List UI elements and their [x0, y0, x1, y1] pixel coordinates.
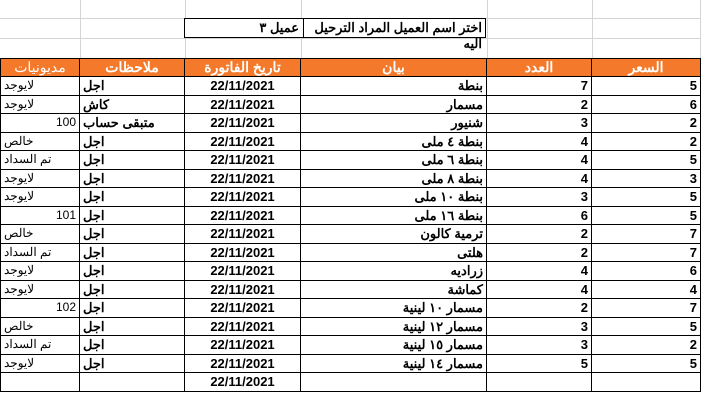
- header-description[interactable]: بيان: [301, 58, 487, 77]
- cell-description[interactable]: زراديه: [301, 262, 487, 281]
- cell-description[interactable]: مسمار ١٤ لينية: [301, 355, 487, 374]
- cell-debts[interactable]: لايوجد: [0, 188, 80, 207]
- cell-price[interactable]: 7: [592, 225, 701, 244]
- cell-debts[interactable]: [0, 373, 80, 392]
- table-header-row: [0, 58, 701, 77]
- cell-quantity[interactable]: 3: [487, 114, 592, 133]
- cell-notes[interactable]: اجل: [80, 318, 185, 337]
- cell-price[interactable]: [592, 373, 701, 392]
- cell-price[interactable]: 6: [592, 262, 701, 281]
- cell-debts[interactable]: 101: [0, 207, 80, 226]
- cell-description[interactable]: بنطة ١٠ ملى: [301, 188, 487, 207]
- cell-notes[interactable]: اجل: [80, 281, 185, 300]
- cell-quantity[interactable]: 3: [487, 188, 592, 207]
- cell-debts[interactable]: تم السداد: [0, 151, 80, 170]
- cell-description[interactable]: شنيور: [301, 114, 487, 133]
- cell-price[interactable]: 7: [592, 244, 701, 263]
- cell-notes[interactable]: كاش: [80, 96, 185, 115]
- cell-date[interactable]: 22/11/2021: [185, 188, 301, 207]
- header-quantity[interactable]: العدد: [487, 58, 592, 77]
- cell-quantity[interactable]: 4: [487, 281, 592, 300]
- cell-price[interactable]: 5: [592, 355, 701, 374]
- header-debts[interactable]: مديونيات: [0, 58, 80, 77]
- cell-quantity[interactable]: 2: [487, 299, 592, 318]
- cell-debts[interactable]: خالص: [0, 225, 80, 244]
- cell-date[interactable]: 22/11/2021: [185, 114, 301, 133]
- cell-date[interactable]: 22/11/2021: [185, 133, 301, 152]
- cell-date[interactable]: 22/11/2021: [185, 299, 301, 318]
- table-row: [0, 170, 701, 189]
- cell-debts[interactable]: خالص: [0, 133, 80, 152]
- cell-price[interactable]: 5: [592, 151, 701, 170]
- table-row: [0, 96, 701, 115]
- cell-notes[interactable]: اجل: [80, 133, 185, 152]
- cell-description[interactable]: كماشة: [301, 281, 487, 300]
- cell-description[interactable]: [301, 373, 487, 392]
- cell-date[interactable]: 22/11/2021: [185, 355, 301, 374]
- gridline: [487, 0, 488, 60]
- cell-price[interactable]: 6: [592, 96, 701, 115]
- cell-description[interactable]: مسمار ١٢ لينية: [301, 318, 487, 337]
- cell-quantity[interactable]: 3: [487, 318, 592, 337]
- cell-description[interactable]: مسمار ١٠ لينية: [301, 299, 487, 318]
- invoice-table: [0, 58, 701, 392]
- cell-date[interactable]: 22/11/2021: [185, 77, 301, 96]
- cell-description[interactable]: بنطة ٨ ملى: [301, 170, 487, 189]
- cell-description[interactable]: بنطة ٦ ملى: [301, 151, 487, 170]
- cell-debts[interactable]: لايوجد: [0, 170, 80, 189]
- cell-date[interactable]: 22/11/2021: [185, 281, 301, 300]
- cell-quantity[interactable]: 3: [487, 336, 592, 355]
- cell-notes[interactable]: اجل: [80, 77, 185, 96]
- table-body: [0, 77, 701, 392]
- cell-quantity[interactable]: [487, 373, 592, 392]
- cell-price[interactable]: 4: [592, 281, 701, 300]
- table-row: [0, 373, 701, 392]
- cell-notes[interactable]: اجل: [80, 244, 185, 263]
- table-row: [0, 207, 701, 226]
- gridline: [80, 0, 81, 60]
- cell-quantity[interactable]: 4: [487, 262, 592, 281]
- cell-debts[interactable]: لايوجد: [0, 96, 80, 115]
- table-row: [0, 318, 701, 337]
- cell-debts[interactable]: لايوجد: [0, 355, 80, 374]
- cell-debts[interactable]: لايوجد: [0, 262, 80, 281]
- cell-date[interactable]: 22/11/2021: [185, 318, 301, 337]
- cell-price[interactable]: 5: [592, 77, 701, 96]
- cell-price[interactable]: 2: [592, 114, 701, 133]
- table-row: [0, 151, 701, 170]
- cell-debts[interactable]: لايوجد: [0, 77, 80, 96]
- header-date[interactable]: تاريخ الفاتورة: [185, 58, 301, 77]
- cell-debts[interactable]: 102: [0, 299, 80, 318]
- cell-date[interactable]: 22/11/2021: [185, 207, 301, 226]
- cell-quantity[interactable]: 4: [487, 151, 592, 170]
- table-row: [0, 244, 701, 263]
- cell-quantity[interactable]: 4: [487, 170, 592, 189]
- cell-description[interactable]: مسمار: [301, 96, 487, 115]
- table-row: [0, 355, 701, 374]
- cell-notes[interactable]: متبقى حساب: [80, 114, 185, 133]
- cell-quantity[interactable]: 5: [487, 355, 592, 374]
- cell-price[interactable]: 2: [592, 133, 701, 152]
- customer-select-label: اختر اسم العميل المراد الترحيل اليه: [304, 19, 485, 37]
- cell-debts[interactable]: تم السداد: [0, 244, 80, 263]
- gridline: [592, 0, 593, 60]
- cell-notes[interactable]: اجل: [80, 262, 185, 281]
- cell-notes[interactable]: اجل: [80, 225, 185, 244]
- cell-debts[interactable]: لايوجد: [0, 281, 80, 300]
- table-row: [0, 77, 701, 96]
- cell-date[interactable]: 22/11/2021: [185, 262, 301, 281]
- cell-price[interactable]: 5: [592, 318, 701, 337]
- table-row: [0, 262, 701, 281]
- cell-date[interactable]: 22/11/2021: [185, 336, 301, 355]
- cell-description[interactable]: بنطة ٤ ملى: [301, 133, 487, 152]
- cell-debts[interactable]: تم السداد: [0, 336, 80, 355]
- cell-date[interactable]: 22/11/2021: [185, 96, 301, 115]
- cell-debts[interactable]: 100: [0, 114, 80, 133]
- customer-select-prompt: [184, 18, 486, 51]
- cell-quantity[interactable]: 4: [487, 133, 592, 152]
- cell-debts[interactable]: خالص: [0, 318, 80, 337]
- cell-date[interactable]: 22/11/2021: [185, 373, 301, 392]
- table-row: [0, 188, 701, 207]
- cell-date[interactable]: 22/11/2021: [185, 225, 301, 244]
- header-price[interactable]: السعر: [592, 58, 701, 77]
- cell-notes[interactable]: اجل: [80, 188, 185, 207]
- cell-quantity[interactable]: 2: [487, 96, 592, 115]
- cell-notes[interactable]: اجل: [80, 170, 185, 189]
- cell-date[interactable]: 22/11/2021: [185, 244, 301, 263]
- cell-price[interactable]: 7: [592, 299, 701, 318]
- table-row: [0, 299, 701, 318]
- cell-date[interactable]: 22/11/2021: [185, 151, 301, 170]
- cell-quantity[interactable]: 2: [487, 225, 592, 244]
- cell-notes[interactable]: اجل: [80, 151, 185, 170]
- cell-notes[interactable]: اجل: [80, 299, 185, 318]
- header-notes[interactable]: ملاحظات: [80, 58, 185, 77]
- table-row: [0, 133, 701, 152]
- cell-description[interactable]: ترمية كالون: [301, 225, 487, 244]
- cell-quantity[interactable]: 2: [487, 244, 592, 263]
- cell-quantity[interactable]: 6: [487, 207, 592, 226]
- cell-notes[interactable]: اجل: [80, 355, 185, 374]
- gridline: [0, 38, 701, 39]
- cell-notes[interactable]: [80, 373, 185, 392]
- cell-price[interactable]: 5: [592, 188, 701, 207]
- cell-notes[interactable]: اجل: [80, 207, 185, 226]
- table-row: [0, 114, 701, 133]
- cell-quantity[interactable]: 7: [487, 77, 592, 96]
- cell-description[interactable]: بنطة ١٦ ملى: [301, 207, 487, 226]
- cell-price[interactable]: 3: [592, 170, 701, 189]
- cell-price[interactable]: 2: [592, 336, 701, 355]
- cell-price[interactable]: 5: [592, 207, 701, 226]
- table-row: [0, 281, 701, 300]
- table-row: [0, 225, 701, 244]
- table-row: [0, 336, 701, 355]
- cell-date[interactable]: 22/11/2021: [185, 170, 301, 189]
- cell-description[interactable]: بنطة: [301, 77, 487, 96]
- cell-description[interactable]: هلتى: [301, 244, 487, 263]
- customer-select-cell[interactable]: عميل ٣: [185, 19, 304, 37]
- cell-description[interactable]: مسمار ١٥ لينية: [301, 336, 487, 355]
- cell-notes[interactable]: اجل: [80, 336, 185, 355]
